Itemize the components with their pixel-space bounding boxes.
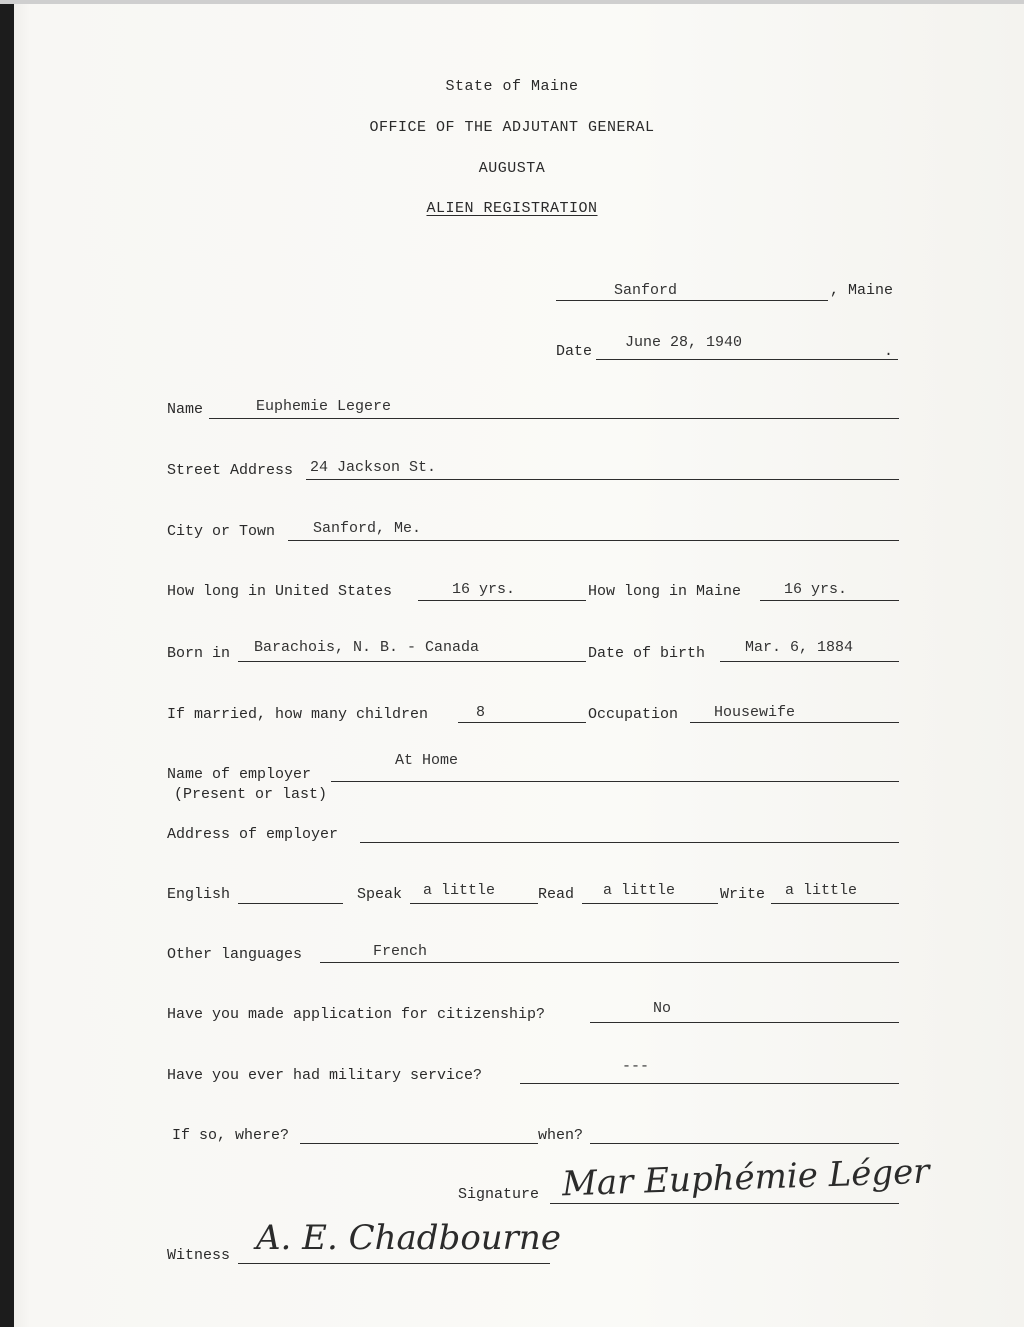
read-label: Read (538, 886, 575, 903)
other-languages-value: French (373, 943, 428, 960)
where-line (300, 1143, 538, 1144)
city-value: Sanford, Me. (313, 520, 422, 537)
header-city: AUGUSTA (478, 160, 546, 177)
street-label: Street Address (167, 462, 294, 479)
town-line (556, 300, 828, 301)
birth-date-line (720, 661, 899, 662)
city-line (288, 540, 899, 541)
signature-label: Signature (458, 1186, 540, 1203)
citizenship-label: Have you made application for citizenship? (167, 1006, 546, 1023)
children-value: 8 (476, 704, 486, 721)
birth-date-label: Date of birth (588, 645, 706, 662)
street-value: 24 Jackson St. (310, 459, 437, 476)
employer-value: At Home (395, 752, 459, 769)
name-value: Euphemie Legere (256, 398, 392, 415)
employer-label: Name of employer (167, 766, 312, 783)
town-value: Sanford (614, 282, 678, 299)
maine-duration-line (760, 600, 899, 601)
us-duration-label: How long in United States (167, 583, 393, 600)
street-line (306, 479, 899, 480)
speak-value: a little (423, 882, 496, 899)
maine-duration-value: 16 yrs. (784, 581, 848, 598)
born-line (238, 661, 586, 662)
write-value: a little (785, 882, 858, 899)
read-line (582, 903, 718, 904)
maine-duration-label: How long in Maine (588, 583, 742, 600)
form-title: ALIEN REGISTRATION (426, 200, 598, 217)
state-suffix: , Maine (830, 282, 894, 299)
header-title-wrap (0, 200, 1024, 217)
children-line (458, 722, 586, 723)
city-label: City or Town (167, 523, 276, 540)
signature-line (550, 1203, 899, 1204)
date-line (596, 359, 898, 360)
witness-value: A. E. Chadbourne (256, 1218, 561, 1258)
read-value: a little (603, 882, 676, 899)
english-line (238, 903, 343, 904)
occupation-value: Housewife (714, 704, 796, 721)
other-languages-label: Other languages (167, 946, 303, 963)
born-label: Born in (167, 645, 231, 662)
where-label: If so, where? (172, 1127, 290, 1144)
english-label: English (167, 886, 231, 903)
employer-address-line (360, 842, 899, 843)
military-line (520, 1083, 899, 1084)
signature-value: Mar Euphémie Léger (561, 1151, 931, 1205)
date-value: June 28, 1940 (625, 334, 743, 351)
name-label: Name (167, 401, 204, 418)
other-languages-line (320, 962, 899, 963)
us-duration-line (418, 600, 586, 601)
witness-line (238, 1263, 550, 1264)
us-duration-value: 16 yrs. (452, 581, 516, 598)
write-label: Write (720, 886, 766, 903)
witness-label: Witness (167, 1247, 231, 1264)
when-label: when? (538, 1127, 584, 1144)
born-value: Barachois, N. B. - Canada (254, 639, 480, 656)
employer-address-label: Address of employer (167, 826, 339, 843)
employer-sublabel: (Present or last) (174, 786, 328, 803)
citizenship-line (590, 1022, 899, 1023)
citizenship-value: No (653, 1000, 672, 1017)
name-line (209, 418, 899, 419)
military-label: Have you ever had military service? (167, 1067, 483, 1084)
date-label: Date (556, 343, 593, 360)
birth-date-value: Mar. 6, 1884 (745, 639, 854, 656)
scan-edge-top (0, 0, 1024, 4)
header-office: OFFICE OF THE ADJUTANT GENERAL (369, 119, 655, 136)
occupation-label: Occupation (588, 706, 679, 723)
occupation-line (690, 722, 899, 723)
speak-line (410, 903, 538, 904)
header-state: State of Maine (445, 78, 579, 95)
date-period: . (884, 343, 894, 360)
employer-line (331, 781, 899, 782)
when-line (590, 1143, 899, 1144)
military-value: --- (622, 1058, 650, 1075)
children-label: If married, how many children (167, 706, 429, 723)
speak-label: Speak (357, 886, 403, 903)
write-line (771, 903, 899, 904)
